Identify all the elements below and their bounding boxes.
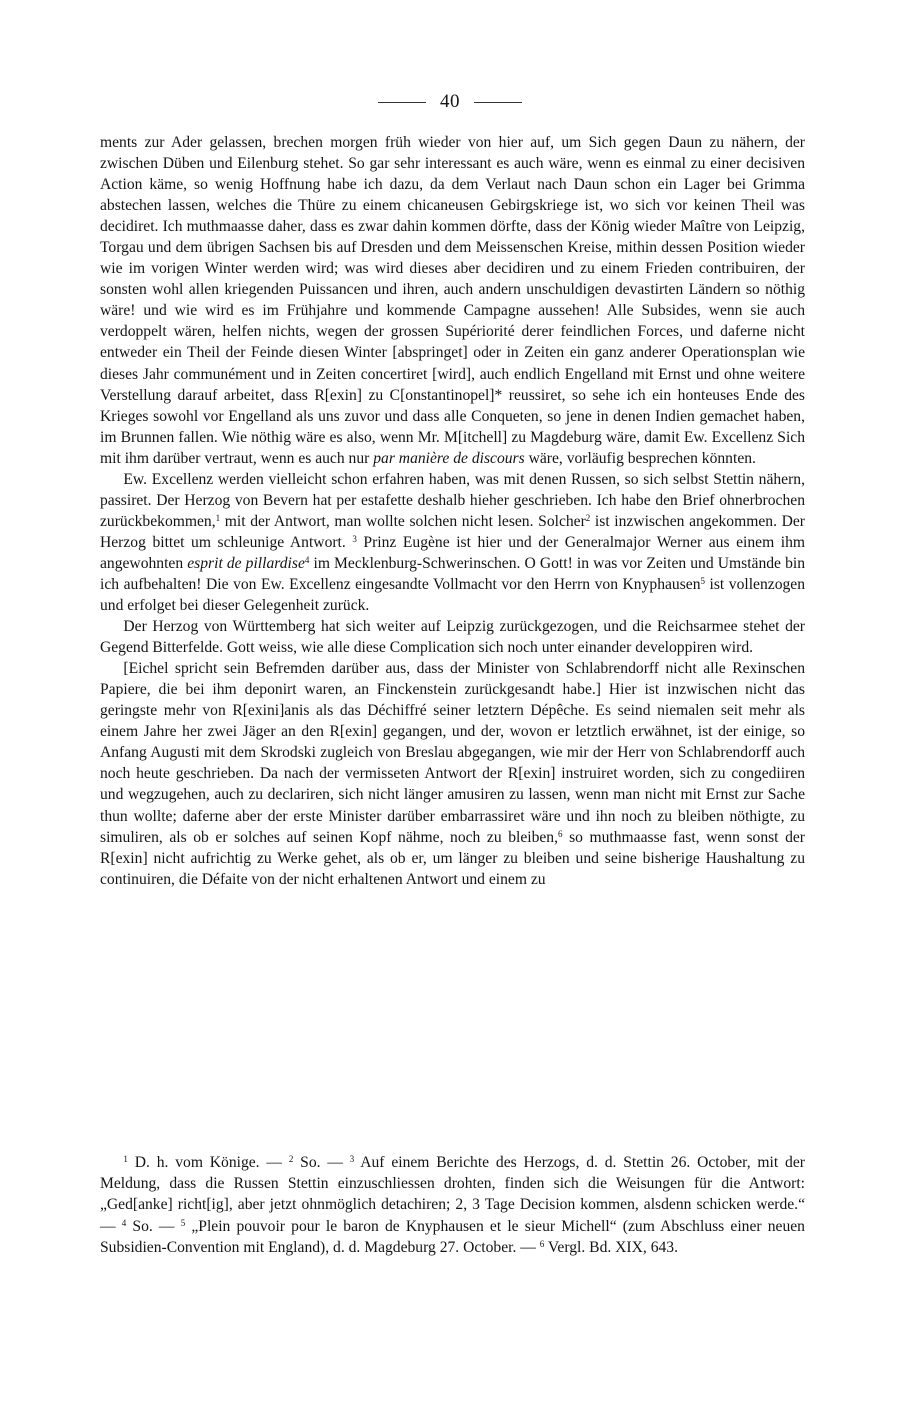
footnote-marker: 5 xyxy=(700,575,705,586)
page-header xyxy=(0,89,900,115)
footnote-marker: 1 xyxy=(215,512,221,523)
paragraph-2: Ew. Excellenz werden vielleicht schon erfahren haben, was mit denen Russen, so sich selbst Stettin nähern, passiret. Der Herzog von Bevern hat per estafette deshalb hieher geschrieben. Ich habe den Brief ohnerbrochen zurückbekommen,$^1$ mit der Antwort, man wollte solchen nicht lesen. Solcher$^2$ ist inzwischen angekommen. Der Herzog bittet um schleunige Antwort. $^3$ Prinz Eugène ist hier und der Generalmajor Werner aus einem ihm angewohnten esprit de pillardise$^4$ im Mecklenburg-Schwerinschen. O Gott! in was vor Zeiten und Umstände bin ich aufbehalten! Die von Ew. Excellenz eingesandte Vollmacht vor den Herrn von Knyphausen$^5$ ist vollenzogen und erfolget bei dieser Gelegenheit zurück. xyxy=(100,470,806,615)
footnote-marker: 3 xyxy=(352,533,357,544)
page-number: 40 xyxy=(440,91,460,112)
header-rule-left xyxy=(378,102,426,103)
paragraph-1: ments zur Ader gelassen, brechen morgen früh wieder von hier auf, um Sich gegen Daun zu nähern, der zwischen Düben und Eilenburg stehet. So gar sehr interessant es auch wäre, wenn es einmal zu einer decisiven Action käme, so wenig Hoffnung habe ich dazu, da dem Verlaut nach Daun schon ein Lager bei Grimma abstechen lassen, welches die Thüre zu einem chicaneusen Gebirgskriege ist, wo sich vor keinen Theil was decidiret. Ich muthmaasse daher, dass es zwar dahin kommen dörfte, dass der König wieder Maître von Leipzig, Torgau und dem übrigen Sachsen bis auf Dresden und dem Meissenschen Kreise, mithin dessen Position wieder wie im vorigen Winter werden wird; was wird dieses aber decidiren und zu einem Frieden contribuiren, der sonsten wohl allen kriegenden Puissancen und ihren, auch andern unschuldigen devastirten Ländern so nöthig wäre! und wie wird es im Frühjahre und kommende Campagne aussehen! Alle Subsides, wenn sie auch verdoppelt wären, helfen nichts, wegen der grossen Supériorité derer feindlichen Forces, und daferne nicht entweder ein Theil der Feinde diesen Winter [abspringet] oder in Zeiten ein ganz anderer Operationsplan wie dieses Jahr communément und in Zeiten concertiret [wird], auch endlich Engelland mit Ernst und ohne weitere Verstellung darauf arbeitet, dass R[exin] zu C[onstantinopel]* reussiret, so sehe ich ein honteuses Ende des Krieges sowohl vor Engelland als uns zuvor und dass alle Conqueten, so jene in denen Indien gemachet haben, im Brunnen fallen. Wie nöthig wäre es also, wenn Mr. M[itchell] zu Magdeburg wäre, damit Ew. Excellenz Sich mit ihm darüber vertraut, wenn es auch nur par manière de discours wäre, vorläufig besprechen könnten. xyxy=(100,134,805,467)
italic-phrase: par manière de discours xyxy=(373,449,525,467)
footnote-marker: 6 xyxy=(558,828,563,839)
footnote-block: $^1$ D. h. vom Könige. — $^2$ So. — $^3$ Auf einem Berichte des Herzogs, d. d. Stettin 26. October, mit der Meldung, dass die Russen Stettin einzuschliessen drohten, finden sich die Weisungen für die Antwort: „Ged[anke] richt[ig], aber jetzt ohnmöglich detachiren; 2, 3 Tage Decision kommen, alsdenn schicken werde.“ — $^4$ So. — $^5$ „Plein pouvoir pour le baron de Knyphausen et le sieur Michell“ (zum Abschluss einer neuen Subsidien-Convention mit England), d. d. Magdeburg 27. October. — $^6$ Vergl. Bd. XIX, 643. xyxy=(100,1154,805,1256)
paragraph-3: Der Herzog von Württemberg hat sich weiter auf Leipzig zurückgezogen, und die Reichsarmee stehet der Gegend Bitterfelde. Gott weiss, wie alle diese Complication sich noch unter einander developpiren wird. xyxy=(100,618,805,657)
footnote-marker: 4 xyxy=(304,554,310,565)
header-rule-right xyxy=(474,102,522,103)
main-text xyxy=(100,132,805,890)
italic-phrase: esprit de pillardise xyxy=(187,554,305,572)
footnote-marker: 2 xyxy=(585,512,591,523)
paragraph-4: [Eichel spricht sein Befremden darüber aus, dass der Minister von Schlabrendorff nicht alle Rexinschen Papiere, die bei ihm deponirt waren, an Finckenstein zurückgesandt habe.] Hier ist inzwischen nicht das geringste mehr von R[exini]anis als das Déchiffré seiner letztern Dépêche. Es seind niemalen seit mehr als einem Jahre her zwei Jäger an den R[exin] gegangen, und der, wovon er letztlich erwähnet, ist der einige, so Anfang Augusti mit dem Skrodski zugleich von Breslau abgegangen, wie mir der Herr von Schlabrendorff auch noch heute geschrieben. Da nach der vermisseten Antwort der R[exin] instruiret worden, sich zu congediiren und wegzugehen, auch zu declariren, sich nicht länger amusiren zu lassen, wenn man nicht mit Ernst zur Sache thun wollte; daferne aber der erste Minister darüber embarrassiret wäre und ihn noch zu bleiben nöthigte, zu simuliren, als ob er solches auf seinen Kopf nähme, noch zu bleiben,$^6$ so muthmaasse fast, wenn sonst der R[exin] nicht aufrichtig zu Werke gehet, als ob er, um länger zu bleiben und seine bisherige Haushaltung zu continuiren, die Défaite von der nicht erhaltenen Antwort und einem zu xyxy=(100,660,805,888)
footnotes xyxy=(100,1152,805,1258)
